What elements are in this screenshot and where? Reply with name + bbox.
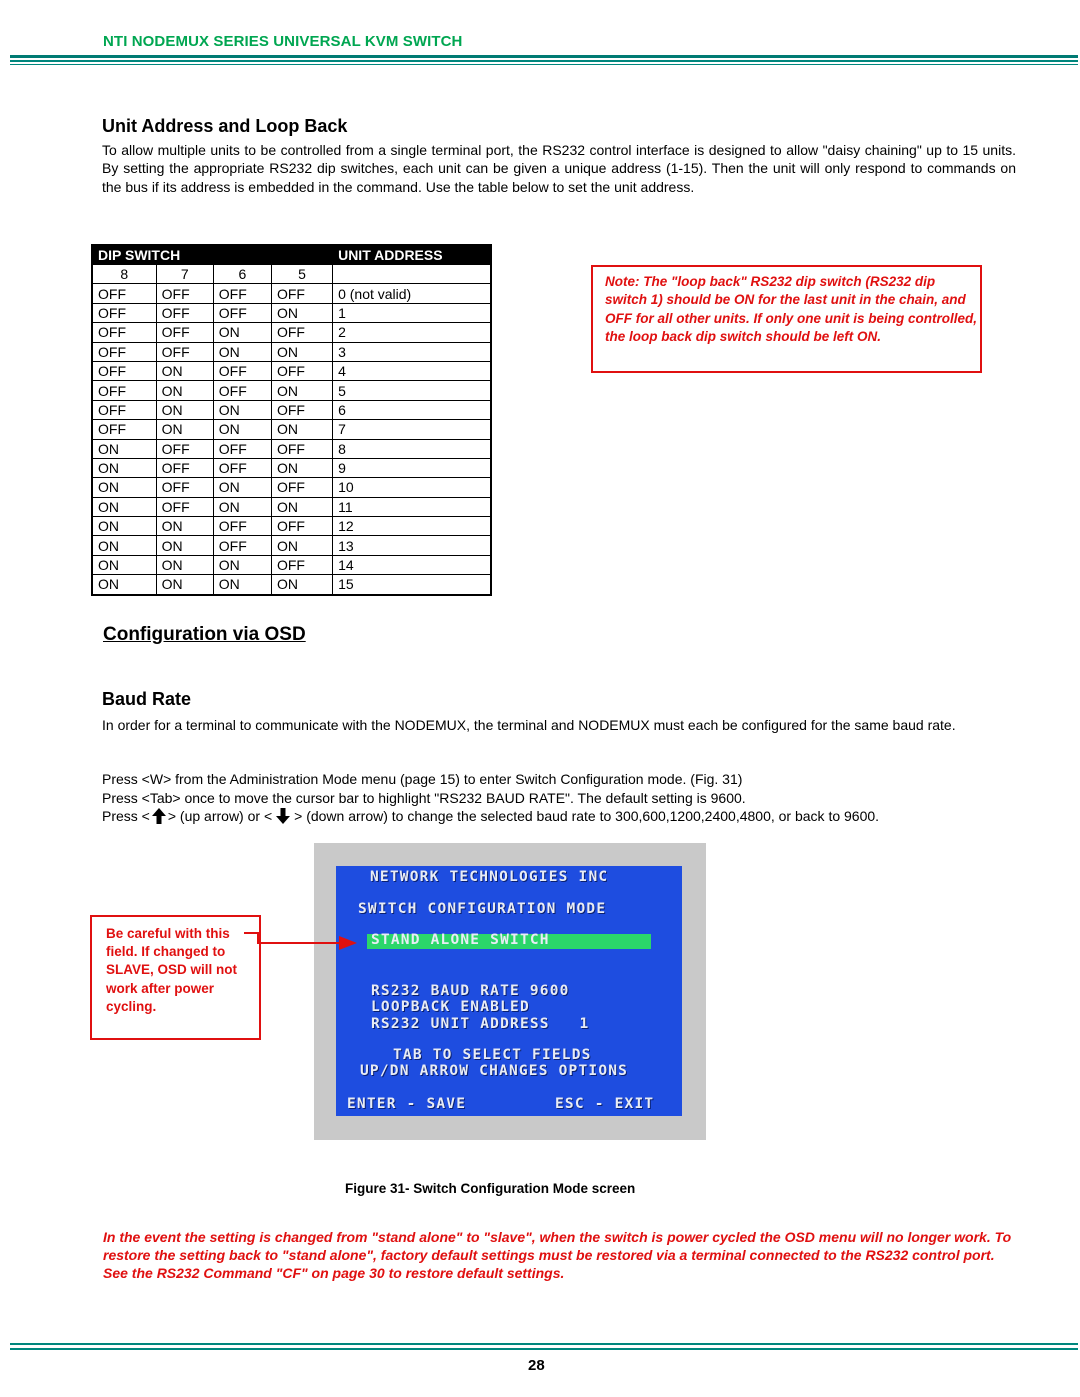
dip-switch-cell: OFF bbox=[271, 323, 332, 342]
osd-enter-save: ENTER - SAVE bbox=[347, 1096, 467, 1112]
dip-switch-cell: OFF bbox=[92, 400, 156, 419]
table-row bbox=[92, 361, 491, 380]
dip-switch-cell: ON bbox=[213, 478, 271, 497]
dip-switch-cell: OFF bbox=[213, 439, 271, 458]
dip-switch-cell: ON bbox=[271, 575, 332, 595]
table-row bbox=[92, 420, 491, 439]
section-heading-configuration-osd: Configuration via OSD bbox=[103, 624, 306, 645]
dip-switch-cell: OFF bbox=[271, 555, 332, 574]
table-row bbox=[92, 303, 491, 322]
dip-switch-cell: ON bbox=[156, 361, 213, 380]
pointer-arrow-icon bbox=[244, 932, 359, 954]
down-arrow-icon bbox=[276, 808, 290, 824]
dip-switch-cell: ON bbox=[92, 517, 156, 536]
dip-switch-cell: OFF bbox=[92, 323, 156, 342]
dip-switch-cell: OFF bbox=[271, 439, 332, 458]
table-row bbox=[92, 400, 491, 419]
dip-switch-cell: OFF bbox=[213, 361, 271, 380]
up-arrow-icon bbox=[152, 808, 166, 824]
osd-screen bbox=[336, 866, 682, 1116]
osd-help-arrows: UP/DN ARROW CHANGES OPTIONS bbox=[360, 1063, 629, 1079]
dip-switch-cell: ON bbox=[213, 323, 271, 342]
dip-switch-cell: ON bbox=[92, 478, 156, 497]
dip-switch-cell: ON bbox=[271, 303, 332, 322]
dip-switch-cell: OFF bbox=[271, 361, 332, 380]
table-row bbox=[92, 342, 491, 361]
dip-switch-cell: OFF bbox=[156, 439, 213, 458]
header-rule bbox=[10, 60, 1078, 62]
unit-address-cell: 11 bbox=[333, 497, 491, 516]
table-row bbox=[92, 555, 491, 574]
osd-help-tab: TAB TO SELECT FIELDS bbox=[393, 1047, 592, 1063]
switch-number: 6 bbox=[213, 265, 271, 284]
dip-switch-cell: OFF bbox=[271, 400, 332, 419]
instruction-line-3 bbox=[102, 807, 879, 825]
dip-switch-cell: OFF bbox=[92, 420, 156, 439]
dip-switch-cell: ON bbox=[92, 497, 156, 516]
dip-switch-cell: OFF bbox=[271, 478, 332, 497]
osd-loopback-field[interactable]: LOOPBACK ENABLED bbox=[371, 999, 530, 1015]
table-row bbox=[92, 536, 491, 555]
dip-switch-cell: ON bbox=[271, 497, 332, 516]
unit-address-cell: 10 bbox=[333, 478, 491, 497]
dip-switch-cell: OFF bbox=[213, 381, 271, 400]
switch-number: 5 bbox=[271, 265, 332, 284]
instruction-line-3-part-c: > (down arrow) to change the selected baud rate to 300,600,1200,2400,4800, or back to 9600. bbox=[294, 808, 880, 824]
unit-address-cell: 7 bbox=[333, 420, 491, 439]
osd-unit-address-field[interactable]: RS232 UNIT ADDRESS 1 bbox=[371, 1016, 590, 1032]
running-header: NTI NODEMUX SERIES UNIVERSAL KVM SWITCH bbox=[103, 33, 463, 50]
dip-switch-cell: ON bbox=[156, 517, 213, 536]
slave-warning-paragraph: In the event the setting is changed from "stand alone" to "slave", when the switch is power cycled the OSD menu will no longer work. To restore the setting back to "stand alone", factory default settings must be restored via a terminal connected to the RS232 control port. See the RS232 Command "CF" on page 30 to restore default settings. bbox=[103, 1229, 1012, 1282]
header-rule bbox=[10, 64, 1078, 65]
warning-box: Be careful with this field. If changed to SLAVE, OSD will not work after power cycling. bbox=[90, 915, 261, 1040]
dip-switch-table bbox=[91, 244, 492, 596]
unit-address-cell: 14 bbox=[333, 555, 491, 574]
dip-switch-cell: OFF bbox=[213, 536, 271, 555]
table-row bbox=[92, 458, 491, 477]
table-row bbox=[92, 478, 491, 497]
dip-switch-header: DIP SWITCH bbox=[92, 245, 333, 265]
table-row bbox=[92, 497, 491, 516]
unit-address-cell: 5 bbox=[333, 381, 491, 400]
switch-number: 7 bbox=[156, 265, 213, 284]
instruction-line-1: Press <W> from the Administration Mode menu (page 15) to enter Switch Configuration mode. (Fig. 31) bbox=[102, 771, 743, 787]
table-row bbox=[92, 575, 491, 595]
unit-address-cell: 2 bbox=[333, 323, 491, 342]
unit-address-paragraph: To allow multiple units to be controlled from a single terminal port, the RS232 control interface is designed to allow "daisy chaining" up to 15 units. By setting the appropriate RS232 dip switches, each unit can be given a unique address (1-15). Then the unit will only respond to commands on the bus if its address is embedded in the command. Use the table below to set the unit address. bbox=[102, 142, 1016, 195]
dip-switch-cell: ON bbox=[271, 381, 332, 400]
unit-address-cell: 3 bbox=[333, 342, 491, 361]
unit-address-cell: 13 bbox=[333, 536, 491, 555]
table-row bbox=[92, 381, 491, 400]
osd-stand-alone-switch-field[interactable]: STAND ALONE SWITCH bbox=[371, 932, 550, 948]
section-heading-baud-rate: Baud Rate bbox=[102, 689, 192, 709]
unit-address-header: UNIT ADDRESS bbox=[333, 245, 491, 265]
dip-switch-cell: ON bbox=[156, 536, 213, 555]
dip-switch-cell: ON bbox=[271, 536, 332, 555]
dip-switch-cell: OFF bbox=[271, 517, 332, 536]
osd-esc-exit: ESC - EXIT bbox=[555, 1096, 655, 1112]
instruction-line-3-part-b: > (up arrow) or < bbox=[167, 808, 273, 824]
header-rule bbox=[10, 55, 1078, 58]
unit-address-cell: 12 bbox=[333, 517, 491, 536]
unit-address-cell: 9 bbox=[333, 458, 491, 477]
dip-switch-cell: OFF bbox=[156, 342, 213, 361]
dip-switch-cell: OFF bbox=[156, 323, 213, 342]
dip-switch-cell: OFF bbox=[92, 342, 156, 361]
dip-switch-cell: ON bbox=[156, 555, 213, 574]
dip-switch-cell: ON bbox=[156, 381, 213, 400]
unit-address-cell: 0 (not valid) bbox=[333, 284, 491, 303]
dip-switch-cell: OFF bbox=[92, 303, 156, 322]
dip-switch-cell: ON bbox=[213, 420, 271, 439]
switch-number-row bbox=[92, 265, 491, 284]
dip-switch-cell: ON bbox=[213, 497, 271, 516]
dip-switch-cell: OFF bbox=[92, 381, 156, 400]
dip-switch-table-wrapper bbox=[91, 244, 492, 596]
dip-switch-cell: OFF bbox=[156, 458, 213, 477]
switch-number: 8 bbox=[92, 265, 156, 284]
unit-address-cell: 1 bbox=[333, 303, 491, 322]
osd-mode-title: SWITCH CONFIGURATION MODE bbox=[358, 901, 607, 917]
dip-switch-cell: ON bbox=[156, 420, 213, 439]
dip-switch-cell: ON bbox=[213, 400, 271, 419]
dip-switch-cell: OFF bbox=[92, 284, 156, 303]
dip-switch-cell: ON bbox=[271, 342, 332, 361]
dip-switch-cell: OFF bbox=[156, 478, 213, 497]
table-row bbox=[92, 323, 491, 342]
switch-number-blank bbox=[333, 265, 491, 284]
instruction-line-2: Press <Tab> once to move the cursor bar to highlight "RS232 BAUD RATE". The default setting is 9600. bbox=[102, 790, 746, 806]
page-number: 28 bbox=[528, 1357, 545, 1374]
dip-switch-cell: OFF bbox=[156, 284, 213, 303]
dip-switch-cell: ON bbox=[92, 458, 156, 477]
table-row bbox=[92, 284, 491, 303]
table-row bbox=[92, 439, 491, 458]
dip-switch-cell: ON bbox=[213, 575, 271, 595]
unit-address-cell: 6 bbox=[333, 400, 491, 419]
dip-switch-cell: ON bbox=[92, 555, 156, 574]
dip-switch-cell: OFF bbox=[213, 517, 271, 536]
dip-switch-cell: ON bbox=[156, 400, 213, 419]
osd-baud-rate-field[interactable]: RS232 BAUD RATE 9600 bbox=[371, 983, 570, 999]
dip-switch-cell: ON bbox=[92, 575, 156, 595]
dip-switch-cell: OFF bbox=[156, 303, 213, 322]
table-header-row bbox=[92, 245, 491, 265]
table-row bbox=[92, 517, 491, 536]
dip-switch-cell: ON bbox=[92, 439, 156, 458]
dip-switch-cell: ON bbox=[156, 575, 213, 595]
section-heading-unit-address: Unit Address and Loop Back bbox=[102, 116, 348, 136]
baud-rate-intro: In order for a terminal to communicate with the NODEMUX, the terminal and NODEMUX must each be configured for the same baud rate. bbox=[102, 717, 956, 733]
footer-rule bbox=[10, 1343, 1078, 1345]
loop-back-note: Note: The "loop back" RS232 dip switch (RS232 dip switch 1) should be ON for the last unit in the chain, and OFF for all other units. If only one unit is being controlled, the loop back dip switch should be left ON. bbox=[591, 265, 982, 373]
dip-switch-cell: ON bbox=[271, 420, 332, 439]
dip-switch-cell: OFF bbox=[271, 284, 332, 303]
dip-switch-cell: ON bbox=[92, 536, 156, 555]
dip-switch-cell: OFF bbox=[213, 284, 271, 303]
unit-address-cell: 4 bbox=[333, 361, 491, 380]
osd-title: NETWORK TECHNOLOGIES INC bbox=[370, 869, 609, 885]
figure-caption: Figure 31- Switch Configuration Mode screen bbox=[345, 1181, 636, 1196]
unit-address-cell: 8 bbox=[333, 439, 491, 458]
instruction-line-3-part-a: Press < bbox=[102, 808, 150, 824]
dip-switch-cell: OFF bbox=[213, 458, 271, 477]
dip-switch-cell: ON bbox=[271, 458, 332, 477]
dip-switch-cell: OFF bbox=[92, 361, 156, 380]
dip-switch-cell: OFF bbox=[213, 303, 271, 322]
footer-rule bbox=[10, 1348, 1078, 1350]
dip-switch-cell: OFF bbox=[156, 497, 213, 516]
unit-address-cell: 15 bbox=[333, 575, 491, 595]
dip-switch-cell: ON bbox=[213, 555, 271, 574]
dip-switch-cell: ON bbox=[213, 342, 271, 361]
